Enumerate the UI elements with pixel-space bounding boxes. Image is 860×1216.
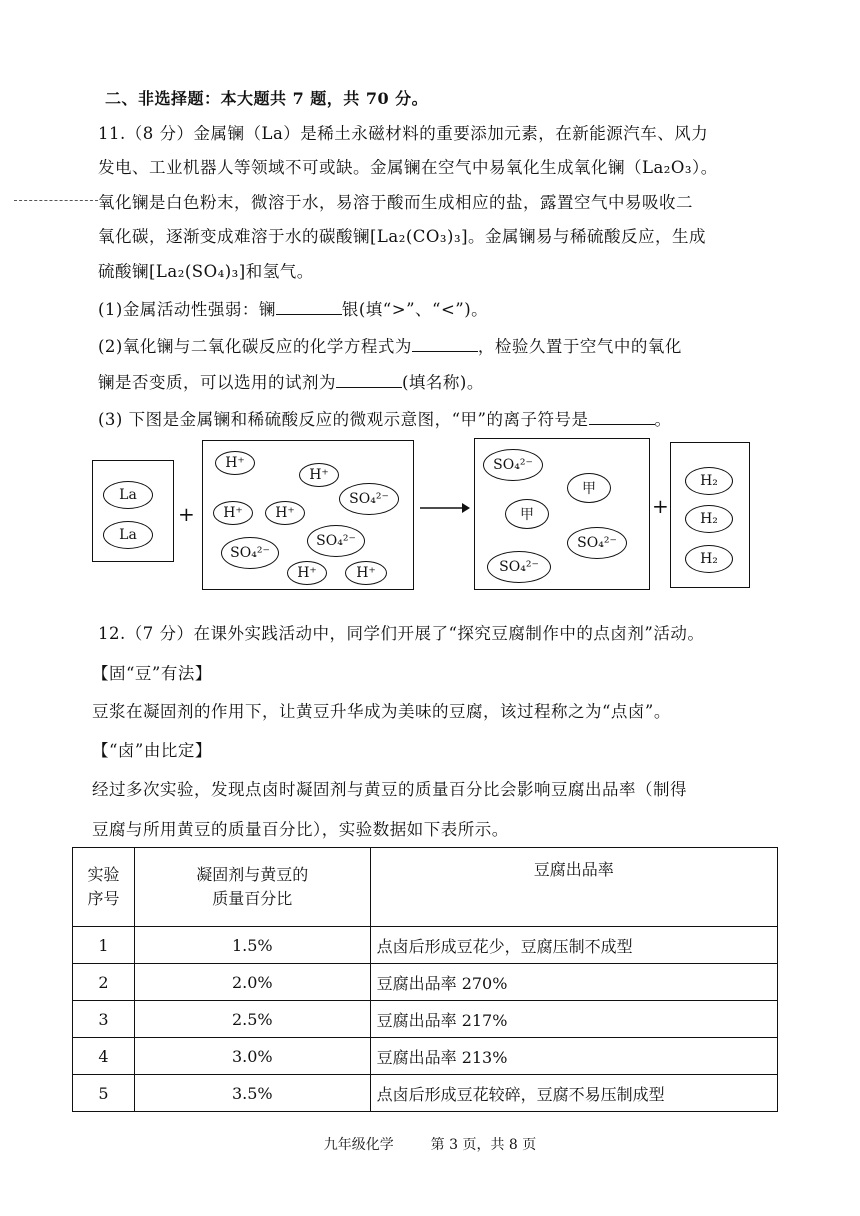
answer-blank-4[interactable] — [589, 410, 655, 425]
row-ratio: 3.0% — [134, 1038, 370, 1075]
micro-reaction-diagram — [90, 432, 790, 594]
page-footer — [0, 1134, 860, 1154]
answer-blank-1[interactable] — [276, 300, 342, 315]
plus-sign: + — [652, 494, 669, 518]
q11-sub2-line2 — [98, 369, 484, 393]
q11-line-4: 氧化碳，逐渐变成难溶于水的碳酸镧[La₂(CO₃)₃]。金属镧易与稀硫酸反应，生成 — [98, 227, 707, 246]
table-row — [73, 1038, 778, 1075]
q11-sub2-suffix: (填名称)。 — [402, 373, 484, 392]
plus-sign: + — [178, 502, 195, 526]
row-result: 点卤后形成豆花少，豆腐压制不成型 — [370, 927, 777, 964]
answer-blank-3[interactable] — [336, 373, 402, 388]
header-mass-ratio-line2: 质量百分比 — [212, 889, 293, 908]
sulfate-ion: SO₄²⁻ — [483, 449, 543, 481]
margin-dash-line — [14, 200, 98, 201]
sulfate-ion: SO₄²⁻ — [307, 525, 365, 557]
h-ion: H⁺ — [265, 501, 305, 525]
row-result: 豆腐出品率 270% — [370, 964, 777, 1001]
table-header-row — [73, 848, 778, 927]
jia-ion: 甲 — [505, 499, 549, 529]
experiment-data-table — [72, 847, 778, 1112]
footer-page-number: 第 3 页，共 8 页 — [430, 1137, 537, 1153]
sulfate-ion: SO₄²⁻ — [567, 527, 627, 559]
q12-line-1: 12.（7 分）在课外实践活动中，同学们开展了“探究豆腐制作中的点卤剂”活动。 — [98, 624, 705, 643]
q11-sub3-prefix: (3) 下图是金属镧和稀硫酸反应的微观示意图，“甲”的离子符号是 — [98, 410, 589, 429]
sulfate-ion: SO₄²⁻ — [221, 537, 279, 569]
row-ratio: 3.5% — [134, 1075, 370, 1112]
answer-blank-2[interactable] — [412, 337, 478, 352]
table-row — [73, 1001, 778, 1038]
table-row — [73, 1075, 778, 1112]
footer-subject: 九年级化学 — [323, 1137, 394, 1153]
h-ion: H⁺ — [287, 561, 327, 585]
row-ratio: 2.5% — [134, 1001, 370, 1038]
lanthanum-box — [92, 460, 174, 562]
header-experiment-no — [73, 848, 135, 927]
h-ion: H⁺ — [215, 451, 255, 475]
row-number: 1 — [73, 927, 135, 964]
row-result: 点卤后形成豆花较碎，豆腐不易压制成型 — [370, 1075, 777, 1112]
h2-molecule: H₂ — [685, 505, 733, 533]
h-ion: H⁺ — [213, 501, 253, 525]
row-number: 3 — [73, 1001, 135, 1038]
sulfuric-acid-box — [202, 440, 414, 590]
q11-sub1 — [98, 296, 488, 320]
la-atom: La — [103, 521, 153, 549]
row-number: 5 — [73, 1075, 135, 1112]
q11-line-1: 11.（8 分）金属镧（La）是稀土永磁材料的重要添加元素，在新能源汽车、风力 — [98, 124, 709, 143]
table-row — [73, 964, 778, 1001]
q11-line-5: 硫酸镧[La₂(SO₄)₃]和氢气。 — [98, 262, 314, 281]
h-ion: H⁺ — [345, 561, 387, 585]
sulfate-ion: SO₄²⁻ — [487, 551, 551, 583]
product-solution-box — [474, 438, 650, 590]
q11-sub1-prefix: (1)金属活动性强弱：镧 — [98, 300, 276, 319]
header-experiment-no-line1: 实验 — [87, 865, 120, 884]
row-number: 4 — [73, 1038, 135, 1075]
q11-sub3 — [98, 406, 672, 430]
q11-sub2-prefix: (2)氧化镧与二氧化碳反应的化学方程式为 — [98, 337, 412, 356]
q11-sub2-reagent: 镧是否变质，可以选用的试剂为 — [98, 373, 336, 392]
q11-line-2: 发电、工业机器人等领域不可或缺。金属镧在空气中易氧化生成氧化镧（La₂O₃）。 — [98, 158, 718, 177]
jia-ion: 甲 — [567, 473, 611, 503]
header-mass-ratio — [134, 848, 370, 927]
q12-para-2-line-1: 经过多次实验，发现点卤时凝固剂与黄豆的质量百分比会影响豆腐出品率（制得 — [92, 780, 687, 799]
q12-para-2-line-2: 豆腐与所用黄豆的质量百分比），实验数据如下表所示。 — [92, 820, 509, 839]
la-atom: La — [103, 481, 153, 509]
h-ion: H⁺ — [299, 463, 339, 487]
q11-sub1-suffix: 银(填“>”、“<”)。 — [341, 300, 489, 319]
h2-molecule: H₂ — [685, 467, 733, 495]
h2-molecule: H₂ — [685, 545, 733, 573]
row-ratio: 2.0% — [134, 964, 370, 1001]
sulfate-ion: SO₄²⁻ — [339, 483, 399, 515]
q12-heading-1: 【固“豆”有法】 — [92, 664, 212, 683]
header-mass-ratio-line1: 凝固剂与黄豆的 — [196, 865, 309, 884]
reaction-arrow-icon — [418, 500, 470, 516]
q12-para-1: 豆浆在凝固剂的作用下，让黄豆升华成为美味的豆腐，该过程称之为“点卤”。 — [92, 702, 671, 721]
q11-line-3: 氧化镧是白色粉末，微溶于水，易溶于酸而生成相应的盐，露置空气中易吸收二 — [98, 193, 693, 212]
row-number: 2 — [73, 964, 135, 1001]
section-title: 二、非选择题：本大题共 7 题，共 70 分。 — [105, 89, 429, 108]
hydrogen-box — [670, 442, 750, 588]
header-experiment-no-line2: 序号 — [87, 889, 120, 908]
q11-sub2-line1 — [98, 333, 682, 357]
row-ratio: 1.5% — [134, 927, 370, 964]
q12-heading-2: 【“卤”由比定】 — [92, 741, 212, 760]
q11-sub2-middle: ，检验久置于空气中的氧化 — [477, 337, 682, 356]
row-result: 豆腐出品率 217% — [370, 1001, 777, 1038]
q11-sub3-suffix: 。 — [654, 410, 672, 429]
row-result: 豆腐出品率 213% — [370, 1038, 777, 1075]
table-row — [73, 927, 778, 964]
header-tofu-yield: 豆腐出品率 — [370, 848, 777, 927]
